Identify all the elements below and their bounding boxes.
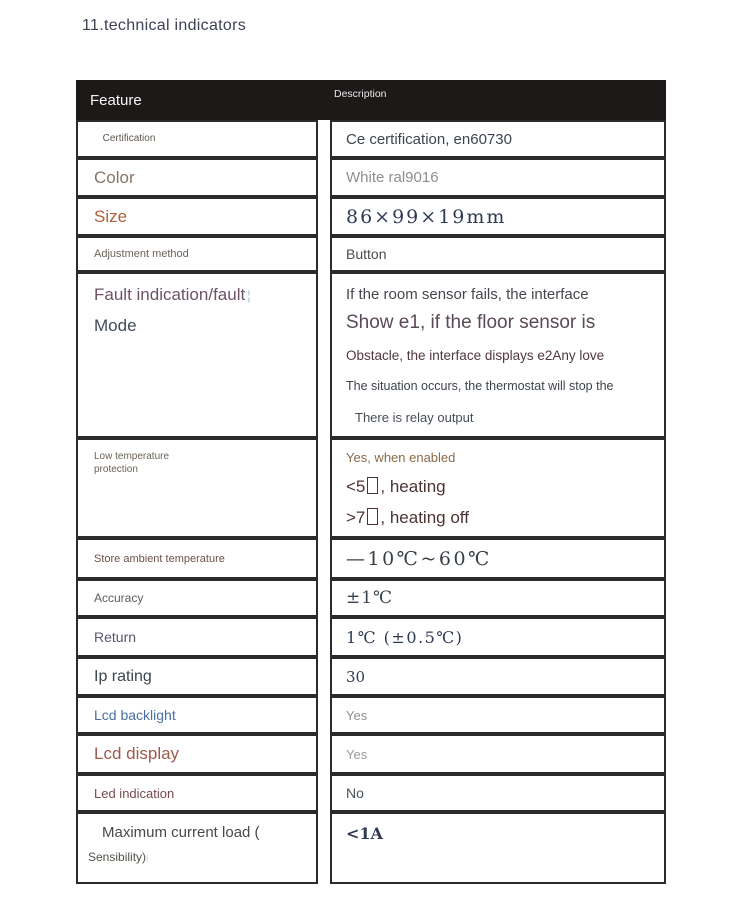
fault-value-line3: Obstacle, the interface displays e2Any love: [346, 348, 605, 363]
low-temp-line3-pre: >7: [346, 508, 366, 527]
table-row-store-ambient-temperature: [76, 538, 666, 579]
max-current-label-line1: Maximum current load (: [102, 824, 260, 841]
table-row-adjustment-method: [76, 236, 666, 272]
fault-label-line1: Fault indication/fault: [94, 285, 246, 304]
return-value: 1℃ (±0.5℃): [346, 627, 464, 647]
table-row-maximum-current-load: [76, 812, 666, 884]
missing-glyph-box: [367, 508, 378, 525]
ip-rating-label: Ip rating: [94, 667, 152, 685]
table-row-certification: [76, 120, 666, 158]
fault-value-line4: The situation occurs, the thermostat will stop the: [346, 379, 614, 393]
fault-value-line5: There is relay output: [355, 410, 474, 425]
size-label: Size: [94, 206, 128, 226]
size-value: 86×99×19mm: [346, 205, 507, 228]
store-ambient-temperature-value: —10℃~60℃: [346, 547, 492, 570]
return-label: Return: [94, 629, 137, 645]
fault-value-line2: Show e1, if the floor sensor is: [346, 312, 596, 333]
lcd-backlight-value: Yes: [346, 707, 368, 723]
led-indication-value: No: [346, 785, 364, 801]
low-temp-line2-post: , heating: [380, 477, 446, 496]
low-temp-line2-pre: <5: [346, 477, 366, 496]
table-row-lcd-display: [76, 734, 666, 774]
color-value: White ral9016: [346, 169, 439, 186]
text-cursor-artifact: |: [146, 854, 149, 863]
fault-value: [346, 274, 614, 425]
column-header-description: Description: [334, 88, 387, 100]
table-row-ip-rating: [76, 657, 666, 696]
max-current-value: <1A: [346, 824, 383, 843]
page-title: 11.technical indicators: [82, 17, 247, 34]
low-temp-value-line1: Yes, when enabled: [346, 450, 456, 465]
color-label: Color: [94, 167, 135, 187]
lcd-display-value: Yes: [346, 746, 368, 762]
table-row-lcd-backlight: [76, 696, 666, 734]
led-indication-label: Led indication: [94, 785, 175, 801]
table-row-color: [76, 158, 666, 197]
missing-glyph-box: [367, 477, 378, 494]
low-temp-value-line2: [346, 477, 469, 497]
adjustment-method-label: Adjustment method: [94, 248, 189, 260]
table-row-size: [76, 197, 666, 236]
accuracy-value: ±1℃: [346, 588, 394, 608]
table-row-return: [76, 617, 666, 657]
low-temperature-protection-label: Low temperature protection: [94, 451, 170, 475]
fault-label-line2: Mode: [94, 316, 137, 335]
store-ambient-temperature-label: Store ambient temperature: [94, 552, 225, 565]
ip-rating-value: 30: [346, 667, 366, 686]
table-row-accuracy: [76, 579, 666, 617]
technical-indicators-table: [76, 80, 666, 884]
table-header-row: [76, 80, 666, 120]
low-temp-line3-post: , heating off: [380, 508, 469, 527]
table-row-low-temperature-protection: [76, 438, 666, 538]
text-cursor-artifact: ¦: [247, 288, 251, 303]
max-current-label-line2-text: Sensibility): [88, 850, 147, 864]
fault-value-line1: If the room sensor fails, the interface: [346, 286, 589, 303]
max-current-label-line2: [88, 850, 260, 864]
low-temp-value-line3: [346, 508, 469, 528]
certification-label: Certification: [102, 132, 156, 144]
lcd-display-label: Lcd display: [94, 744, 180, 763]
table-row-fault-indication: [76, 272, 666, 438]
lcd-backlight-label: Lcd backlight: [94, 707, 176, 723]
certification-value: Ce certification, en60730: [346, 130, 512, 148]
low-temperature-protection-value: [346, 440, 469, 528]
accuracy-label: Accuracy: [94, 591, 144, 605]
adjustment-method-value: Button: [346, 246, 387, 262]
column-header-feature: Feature: [90, 91, 142, 109]
table-row-led-indication: [76, 774, 666, 812]
